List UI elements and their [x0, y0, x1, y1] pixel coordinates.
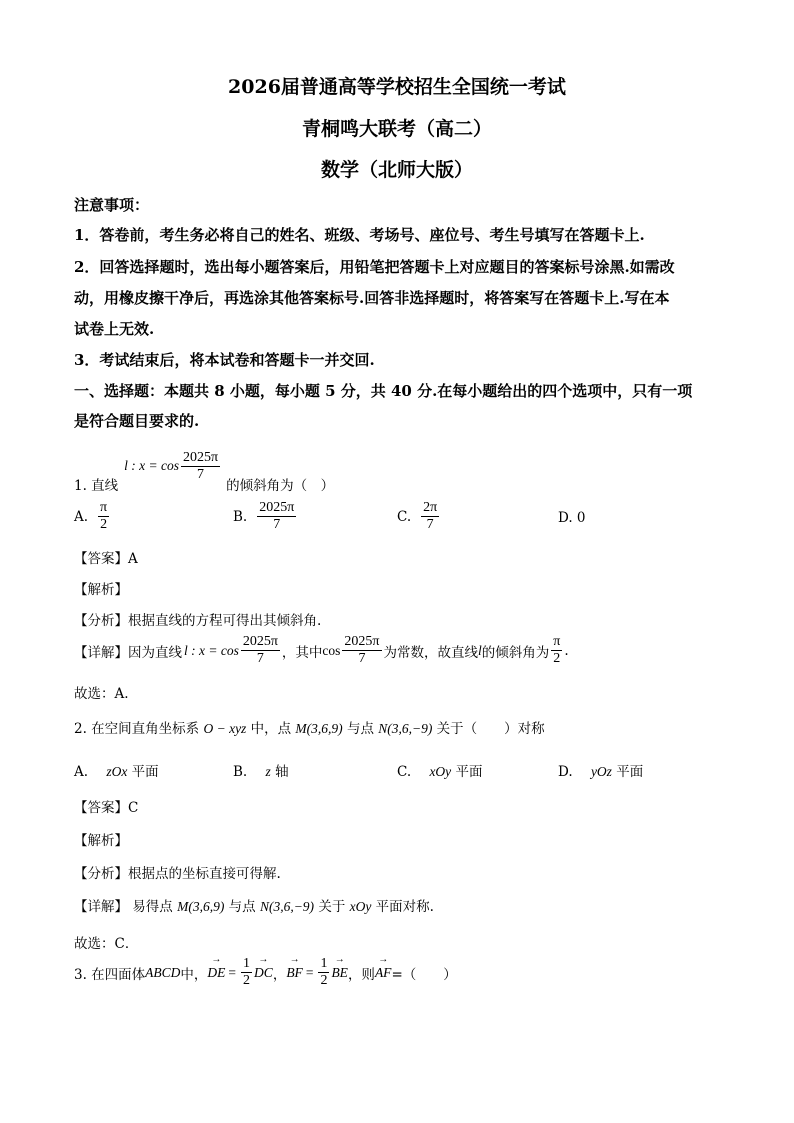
fraction-denominator: 2: [243, 973, 251, 988]
exam-subject: 数学（北师大版）: [320, 159, 473, 181]
fraction-numerator: 2025π: [242, 634, 278, 649]
q3-text: ，则: [347, 966, 375, 983]
q1-detail-text: 为常数，故直线: [383, 644, 478, 661]
option-text: 轴: [275, 764, 289, 780]
section-heading-line-1: 一、选择题：本题共 8 小题，每小题 5 分，共 40 分.在每小题给出的四个选项中，只有一项: [74, 382, 693, 400]
q2-option-c: [397, 760, 482, 780]
fraction-denominator: 7: [426, 517, 434, 532]
q2-point-m: M(3,6,9): [295, 721, 343, 736]
detail-tag: 【详解】: [74, 899, 128, 915]
q1-fenxi-line: [74, 609, 321, 629]
q2-text: 关于（ ）对称: [436, 721, 545, 737]
q3-vector-de: → DE: [207, 965, 225, 981]
fraction-denominator: 2: [320, 973, 328, 988]
q1-detail-var: l: [478, 642, 482, 658]
fraction-numerator: π: [100, 500, 108, 515]
option-var: z: [265, 764, 271, 779]
fenxi-tag: 【分析】: [74, 613, 128, 629]
q2-fenxi-line: [74, 862, 281, 882]
exam-subtitle: 青桐鸣大联考（高二）: [301, 118, 492, 140]
option-var: zOx: [106, 764, 128, 779]
q2-fenxi-text: 根据点的坐标直接可得解.: [128, 866, 281, 882]
exam-title: 2026届普通高等学校招生全国统一考试: [228, 76, 566, 98]
q3-tetrahedron: ABCD: [145, 964, 181, 980]
fraction-numerator: π: [553, 634, 561, 649]
q3-vector-af: → AF: [375, 965, 392, 981]
notice-item-2-line-1: 2．回答选择题时，选出每小题答案后，用铅笔把答题卡上对应题目的答案标号涂黑.如需改: [74, 258, 675, 276]
q1-analysis-tag: 【解析】: [74, 582, 128, 598]
q1-fenxi-text: 根据直线的方程可得出其倾斜角.: [128, 613, 322, 629]
question-2: [74, 717, 545, 737]
q2-coordinate-system: O − xyz: [203, 721, 247, 736]
q2-analysis-tag: 【解析】: [74, 833, 128, 849]
question-1: [74, 448, 334, 494]
q1-detail-fraction: [241, 634, 280, 667]
q1-option-a-fraction: [98, 500, 109, 533]
q1-equation-fraction: [181, 450, 220, 483]
option-var: yOz: [590, 764, 612, 779]
question-3: [74, 956, 457, 989]
option-text: 平面: [131, 764, 159, 780]
q1-detail-fraction-2: [342, 634, 381, 667]
q1-detail-line: [74, 634, 569, 667]
q2-detail-var: xOy: [349, 899, 372, 914]
fraction-denominator: 7: [358, 651, 366, 666]
option-label: A.: [74, 508, 89, 525]
q3-equals: =: [228, 964, 237, 980]
q2-point-m: M(3,6,9): [177, 899, 225, 914]
q2-text: 中，点: [250, 721, 292, 737]
option-label: B.: [233, 508, 248, 525]
q2-detail-text: 易得点: [132, 899, 173, 915]
fraction-denominator: 7: [197, 466, 205, 482]
q2-detail-text: 平面对称.: [375, 899, 434, 915]
q2-option-a: [74, 760, 159, 780]
q1-option-c: [397, 500, 441, 533]
notice-item-2-line-2: 动，用橡皮擦干净后，再选涂其他答案标号.回答非选择题时，将答案写在答题卡上.写在本: [74, 289, 670, 307]
q3-text: =（ ）: [391, 966, 457, 983]
option-label: D.: [558, 764, 573, 780]
q1-option-b: [233, 500, 298, 533]
option-label: C.: [397, 508, 412, 525]
q2-text: 2. 在空间直角坐标系: [74, 721, 200, 737]
option-label: A.: [74, 764, 89, 780]
fraction-denominator: 2: [553, 651, 561, 666]
q1-detail-text: 因为直线: [128, 644, 182, 661]
fraction-numerator: 1: [320, 956, 328, 971]
q1-option-d: D. 0: [558, 510, 586, 526]
notice-heading: 注意事项：: [74, 196, 150, 214]
q2-text: 与点: [346, 721, 374, 737]
q2-point-n: N(3,6,−9): [378, 721, 433, 736]
q1-prefix: 1. 直线: [74, 478, 119, 494]
option-var: xOy: [429, 764, 452, 779]
section-heading-line-2: 是符合题目要求的.: [74, 412, 200, 430]
q3-equals: =: [305, 964, 314, 980]
q2-answer: C: [128, 800, 139, 816]
q1-suffix: 的倾斜角为（ ）: [226, 478, 335, 494]
q1-detail-text: 的倾斜角为: [481, 644, 550, 661]
q3-text: 中，: [180, 966, 208, 983]
q1-option-b-fraction: [257, 500, 296, 533]
fraction-denominator: 2: [100, 517, 108, 532]
q1-detail-text: ，其中: [281, 644, 323, 661]
fraction-numerator: 2025π: [344, 634, 380, 649]
fraction-numerator: 2025π: [259, 500, 295, 515]
option-text: 平面: [616, 764, 644, 780]
q2-answer-line: [74, 796, 138, 816]
q1-option-c-fraction: [421, 500, 439, 533]
fraction-numerator: 2025π: [183, 449, 219, 465]
q2-detail-line: [74, 895, 434, 915]
fraction-numerator: 1: [243, 956, 251, 971]
q1-option-a: [74, 500, 111, 533]
q2-detail-text: 与点: [228, 899, 256, 915]
q3-vector-bf: → BF: [286, 965, 303, 981]
q3-vector-be: → BE: [331, 965, 348, 981]
q1-detail-equation: l : x = cos: [184, 642, 239, 658]
notice-item-2-line-3: 试卷上无效.: [74, 320, 155, 338]
q3-text: 3. 在四面体: [74, 966, 146, 983]
option-text: 平面: [455, 764, 483, 780]
detail-tag: 【详解】: [74, 644, 128, 661]
option-label: B.: [233, 764, 248, 780]
fraction-denominator: 7: [273, 517, 281, 532]
q1-detail-cos: cos: [322, 642, 341, 658]
q1-answer-line: [74, 547, 138, 567]
q2-detail-text: 关于: [318, 899, 346, 915]
notice-item-3: 3．考试结束后，将本试卷和答题卡一并交回.: [74, 351, 375, 369]
q1-answer: A: [128, 551, 138, 567]
q2-option-d: [558, 760, 643, 780]
q2-choose: 故选：C．: [74, 936, 139, 952]
fenxi-tag: 【分析】: [74, 866, 128, 882]
q3-half-fraction: [241, 956, 252, 989]
q3-half-fraction-2: [318, 956, 329, 989]
answer-tag: 【答案】: [74, 551, 128, 567]
q2-point-n: N(3,6,−9): [259, 899, 315, 914]
q2-option-b: [233, 760, 289, 780]
q1-equation-lhs: l : x = cos: [124, 458, 180, 473]
q1-choose: 故选：A.: [74, 686, 129, 702]
q3-text: ，: [272, 966, 287, 983]
answer-tag: 【答案】: [74, 800, 128, 816]
fraction-numerator: 2π: [423, 500, 438, 515]
q1-detail-angle-fraction: [551, 634, 562, 667]
option-label: C.: [397, 764, 412, 780]
fraction-denominator: 7: [256, 651, 264, 666]
q3-vector-dc: → DC: [254, 965, 273, 981]
notice-item-1: 1．答卷前，考生务必将自己的姓名、班级、考场号、座位号、考生号填写在答题卡上.: [74, 226, 645, 244]
q1-detail-text: .: [564, 642, 569, 659]
